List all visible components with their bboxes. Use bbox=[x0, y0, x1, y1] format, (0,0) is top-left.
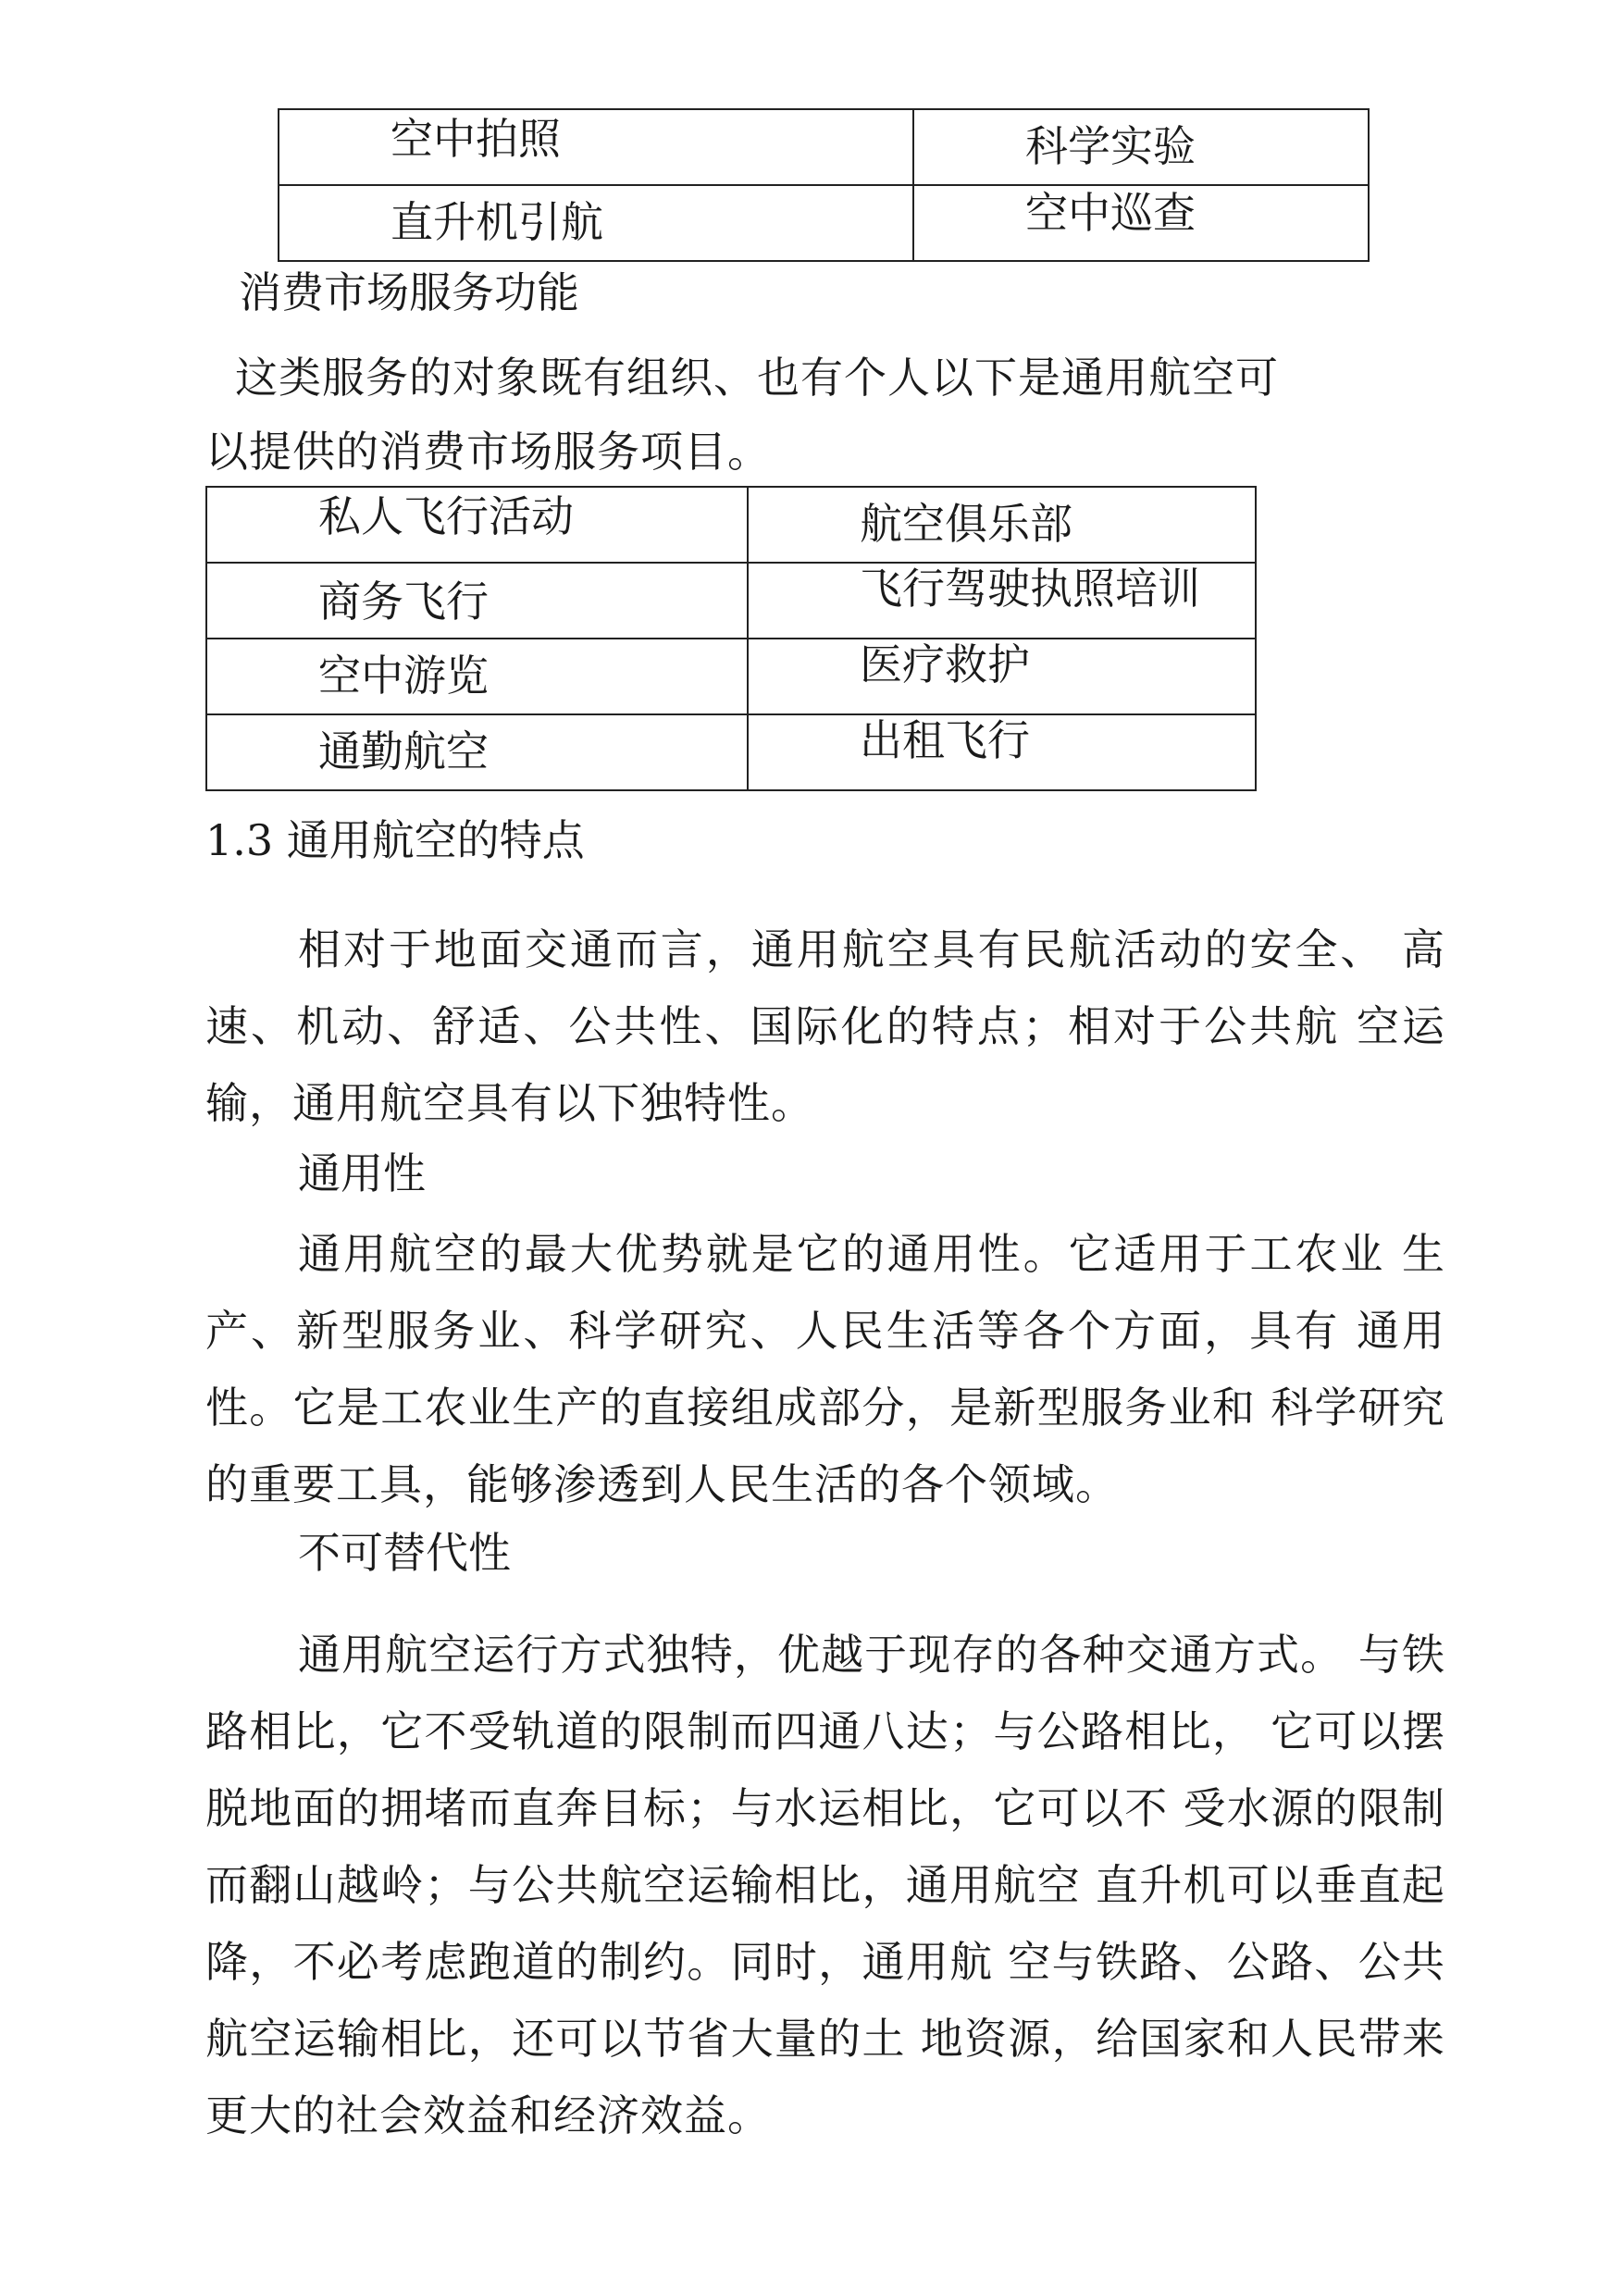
table-row bbox=[206, 639, 1256, 714]
paragraph: 相对于地面交通而言，通用航空具有民航活动的安全、 高速、机动、舒适、公共性、国际化的特点；相对于公共航 空运输，通用航空具有以下独特性。 bbox=[205, 924, 1445, 1128]
cell-text: 航空俱乐部 bbox=[860, 499, 1072, 549]
cell-text: 商务飞行 bbox=[318, 577, 489, 626]
cell-text: 科学实验 bbox=[1025, 121, 1196, 171]
table-row bbox=[279, 185, 1369, 261]
subheading: 通用性 bbox=[298, 1148, 426, 1198]
subheading: 不可替代性 bbox=[298, 1528, 511, 1578]
cell-text: 飞行驾驶执照培训 bbox=[860, 564, 1200, 614]
table-cell bbox=[206, 714, 748, 790]
section-heading: 消费市场服务功能 bbox=[239, 267, 579, 317]
table-cell bbox=[206, 563, 748, 639]
services-table-1 bbox=[278, 108, 1370, 262]
cell-text: 空中拍照 bbox=[391, 114, 561, 164]
table-cell bbox=[913, 109, 1369, 185]
table-cell bbox=[748, 714, 1256, 790]
cell-text: 空中巡查 bbox=[1025, 188, 1196, 238]
intro-line: 以提供的消费市场服务项目。 bbox=[205, 427, 771, 477]
table-row bbox=[206, 714, 1256, 790]
table-cell bbox=[748, 639, 1256, 714]
table-row bbox=[206, 563, 1256, 639]
cell-text: 空中游览 bbox=[318, 651, 489, 701]
table-cell bbox=[279, 185, 913, 261]
table-cell bbox=[748, 563, 1256, 639]
cell-text: 出租飞行 bbox=[860, 715, 1030, 765]
paragraph: 通用航空的最大优势就是它的通用性。它适用于工农业 生产、新型服务业、科学研究、人民生活等各个方面，具有 通用性。它是工农业生产的直接组成部分，是新型服务业和 科学研究的重要工具，能够渗透到人民生活的各个领域。 bbox=[205, 1229, 1445, 1509]
table-row bbox=[206, 487, 1256, 563]
intro-line: 这类服务的对象既有组织、也有个人以下是通用航空可 bbox=[235, 353, 1279, 403]
cell-text: 医疗救护 bbox=[860, 639, 1030, 689]
cell-text: 通勤航空 bbox=[318, 726, 489, 776]
cell-text: 私人飞行活动 bbox=[318, 491, 574, 541]
section-heading: 1.3 通用航空的特点 bbox=[205, 815, 585, 865]
services-table-2 bbox=[205, 486, 1257, 791]
paragraph: 通用航空运行方式独特，优越于现存的各种交通方式。 与铁路相比，它不受轨道的限制而四通八达；与公路相比， 它可以摆脱地面的拥堵而直奔目标；与水运相比，它可以不 受水源的限制而翻山越岭；与公共航空运输相比，通用航空 直升机可以垂直起降，不必考虑跑道的制约。同时，通用航 空与铁路、公路、公共航空运输相比，还可以节省大量的土 地资源，给国家和人民带来更大的社会效益和经济效益。 bbox=[205, 1630, 1445, 2140]
table-cell bbox=[748, 487, 1256, 563]
table-cell bbox=[913, 185, 1369, 261]
table-cell bbox=[279, 109, 913, 185]
table-row bbox=[279, 109, 1369, 185]
table-cell bbox=[206, 639, 748, 714]
cell-text: 直升机引航 bbox=[391, 197, 603, 247]
table-cell bbox=[206, 487, 748, 563]
